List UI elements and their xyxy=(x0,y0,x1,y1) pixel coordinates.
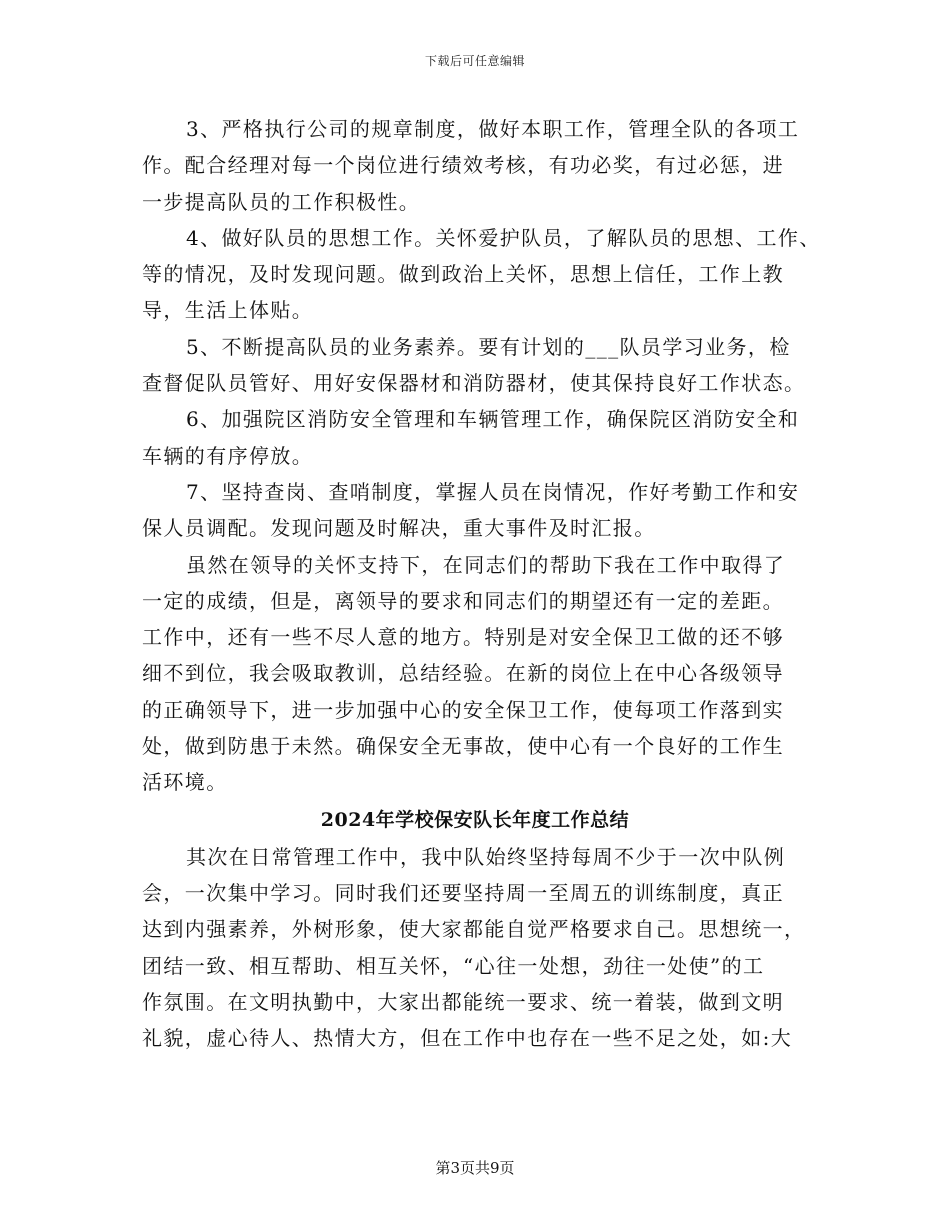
text-line: 工作中，还有一些不尽人意的地方。特别是对安全保卫工做的还不够 xyxy=(142,625,784,650)
paragraph-item-7 xyxy=(142,474,808,547)
text-line: 作。配合经理对每一个岗位进行绩效考核，有功必奖，有过必惩，进 xyxy=(142,153,784,178)
text-line: 查督促队员管好、用好安保器材和消防器材，使其保持良好工作状态。 xyxy=(142,371,806,396)
text-line: 处，做到防患于未然。确保安全无事故，使中心有一个良好的工作生 xyxy=(142,734,784,759)
paragraph-conclusion xyxy=(142,547,808,801)
text-line: 6、加强院区消防安全管理和车辆管理工作，确保院区消防安全和 xyxy=(186,407,800,432)
document-body xyxy=(142,111,821,1056)
text-line: 车辆的有序停放。 xyxy=(142,443,314,468)
page-header-note: 下载后可任意编辑 xyxy=(424,54,525,68)
section-paragraph xyxy=(142,839,808,1057)
text-line: 作氛围。在文明执勤中，大家出都能统一要求、统一着装，做到文明 xyxy=(142,989,784,1014)
text-line: 虽然在领导的关怀支持下，在同志们的帮助下我在工作中取得了 xyxy=(186,552,786,577)
paragraph-item-6 xyxy=(142,401,808,474)
text-line: 等的情况，及时发现问题。做到政治上关怀，思想上信任，工作上教 xyxy=(142,262,784,287)
paragraph-item-4 xyxy=(142,220,821,329)
text-line: 4、做好队员的思想工作。关怀爱护队员，了解队员的思想、工作、 xyxy=(186,225,821,250)
text-line: 5、不断提高队员的业务素养。要有计划的___队员学习业务，检 xyxy=(186,334,791,359)
text-line: 达到内强素养，外树形象，使大家都能自觉严格要求自己。思想统一， xyxy=(142,917,806,942)
text-line: 一定的成绩，但是，离领导的要求和同志们的期望还有一定的差距。 xyxy=(142,588,784,613)
text-line: 一步提高队员的工作积极性。 xyxy=(142,189,421,214)
text-line: 7、坚持查岗、查哨制度，掌握人员在岗情况，作好考勤工作和安 xyxy=(186,479,800,504)
page-number: 第3页共9页 xyxy=(435,1159,515,1177)
paragraph-item-3 xyxy=(142,111,808,220)
text-line: 的正确领导下，进一步加强中心的安全保卫工作，使每项工作落到实 xyxy=(142,697,784,722)
text-line: 3、严格执行公司的规章制度，做好本职工作，管理全队的各项工 xyxy=(186,117,800,141)
text-line: 会，一次集中学习。同时我们还要坚持周一至周五的训练制度，真正 xyxy=(142,880,784,905)
text-line: 团结一致、相互帮助、相互关怀，“心往一处想，劲往一处使”的工 xyxy=(142,953,765,978)
text-line: 保人员调配。发现问题及时解决，重大事件及时汇报。 xyxy=(142,516,656,541)
paragraph-item-5 xyxy=(142,329,808,402)
text-line: 细不到位，我会吸取教训，总结经验。在新的岗位上在中心各级领导 xyxy=(142,661,784,686)
text-line: 其次在日常管理工作中，我中队始终坚持每周不少于一次中队例 xyxy=(186,844,786,869)
text-line: 导，生活上体贴。 xyxy=(142,298,314,323)
text-line: 活环境。 xyxy=(142,770,228,795)
text-line: 礼貌，虚心待人、热情大方，但在工作中也存在一些不足之处，如:大 xyxy=(142,1026,793,1051)
section-title: 2024年学校保安队长年度工作总结 xyxy=(320,808,630,831)
